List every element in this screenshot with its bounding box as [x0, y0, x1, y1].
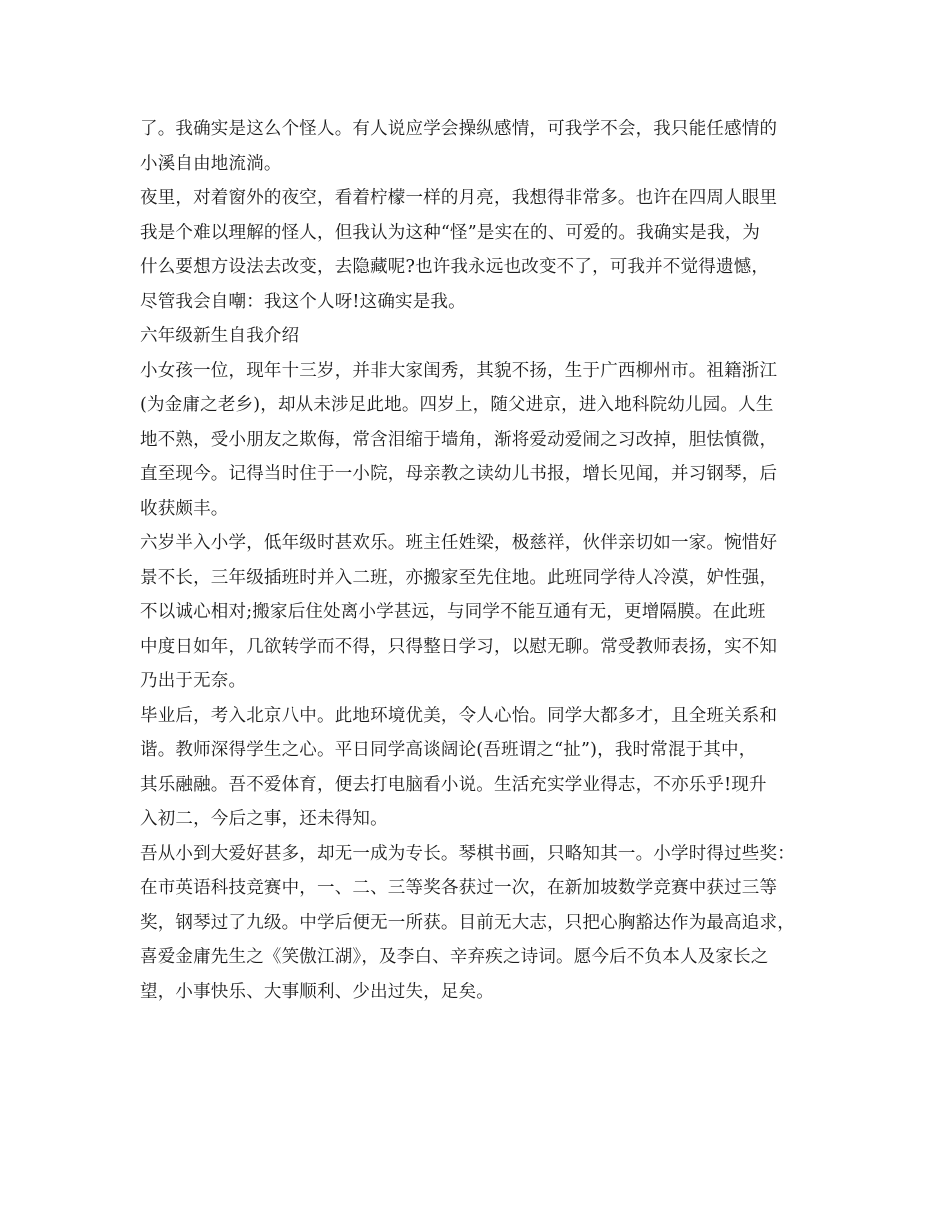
text-line: 奖，钢琴过了九级。中学后便无一所获。目前无大志，只把心胸豁达作为最高追求， — [140, 912, 795, 933]
text-line: 谐。教师深得学生之心。平日同学高谈阔论(吾班谓之“扯”)，我时常混于其中， — [140, 740, 757, 760]
text-line: 我是个难以理解的怪人，但我认为这种“怪”是实在的、可爱的。我确实是我，为 — [140, 222, 761, 243]
text-line: 其乐融融。吾不爱体育，便去打电脑看小说。生活充实学业得志，不亦乐乎!现升 — [140, 774, 767, 795]
text-line: (为金庸之老乡)，却从未涉足此地。四岁上，随父进京，进入地科院幼儿园。人生 — [140, 395, 774, 415]
body-text — [140, 112, 820, 1009]
text-line: 中度日如年，几欲转学而不得，只得整日学习，以慰无聊。常受教师表扬，实不知 — [140, 636, 778, 657]
text-line: 喜爱金庸先生之《笑傲江湖》，及李白、辛弃疾之诗词。愿今后不负本人及家长之 — [140, 947, 769, 967]
text-line: 景不长，三年级插班时并入二班，亦搬家至先住地。此班同学待人冷漠，妒性强， — [140, 567, 778, 588]
text-line: 乃出于无奈。 — [140, 671, 247, 691]
text-line: 小溪自由地流淌。 — [140, 153, 282, 174]
text-line: 地不熟，受小朋友之欺侮，常含泪缩于墙角，渐将爱动爱闹之习改掉，胆怯慎微， — [140, 429, 778, 450]
text-line: 六岁半入小学，低年级时甚欢乐。班主任姓梁，极慈祥，伙伴亲切如一家。惋惜好 — [140, 533, 778, 553]
text-line: 入初二，今后之事，还未得知。 — [140, 809, 388, 829]
text-line: 直至现今。记得当时住于一小院，母亲教之读幼儿书报，增长见闻，并习钢琴，后 — [140, 464, 778, 484]
section-heading: 六年级新生自我介绍 — [140, 326, 300, 346]
text-line: 在市英语科技竞赛中，一、二、三等奖各获过一次，在新加坡数学竞赛中获过三等 — [140, 878, 778, 898]
text-line: 不以诚心相对;搬家后住处离小学甚远，与同学不能互通有无，更增隔膜。在此班 — [140, 602, 766, 622]
text-line: 吾从小到大爱好甚多，却无一成为专长。琴棋书画，只略知其一。小学时得过些奖： — [140, 843, 795, 864]
text-line: 收获颇丰。 — [140, 498, 229, 519]
text-line: 小女孩一位，现年十三岁，并非大家闺秀，其貌不扬，生于广西柳州市。祖籍浙江 — [140, 360, 778, 381]
text-line: 夜里，对着窗外的夜空，看着柠檬一样的月亮，我想得非常多。也许在四周人眼里 — [140, 188, 778, 208]
text-line: 尽管我会自嘲：我这个人呀!这确实是我。 — [140, 291, 466, 312]
text-line: 了。我确实是这么个怪人。有人说应学会操纵感情，可我学不会，我只能任感情的 — [140, 119, 778, 139]
text-line: 毕业后，考入北京八中。此地环境优美，令人心怡。同学大都多才，且全班关系和 — [140, 705, 778, 726]
text-line: 望，小事快乐、大事顺利、少出过失，足矣。 — [140, 981, 494, 1002]
text-line: 什么要想方设法去改变，去隐藏呢?也许我永远也改变不了，可我并不觉得遗憾， — [140, 257, 770, 277]
